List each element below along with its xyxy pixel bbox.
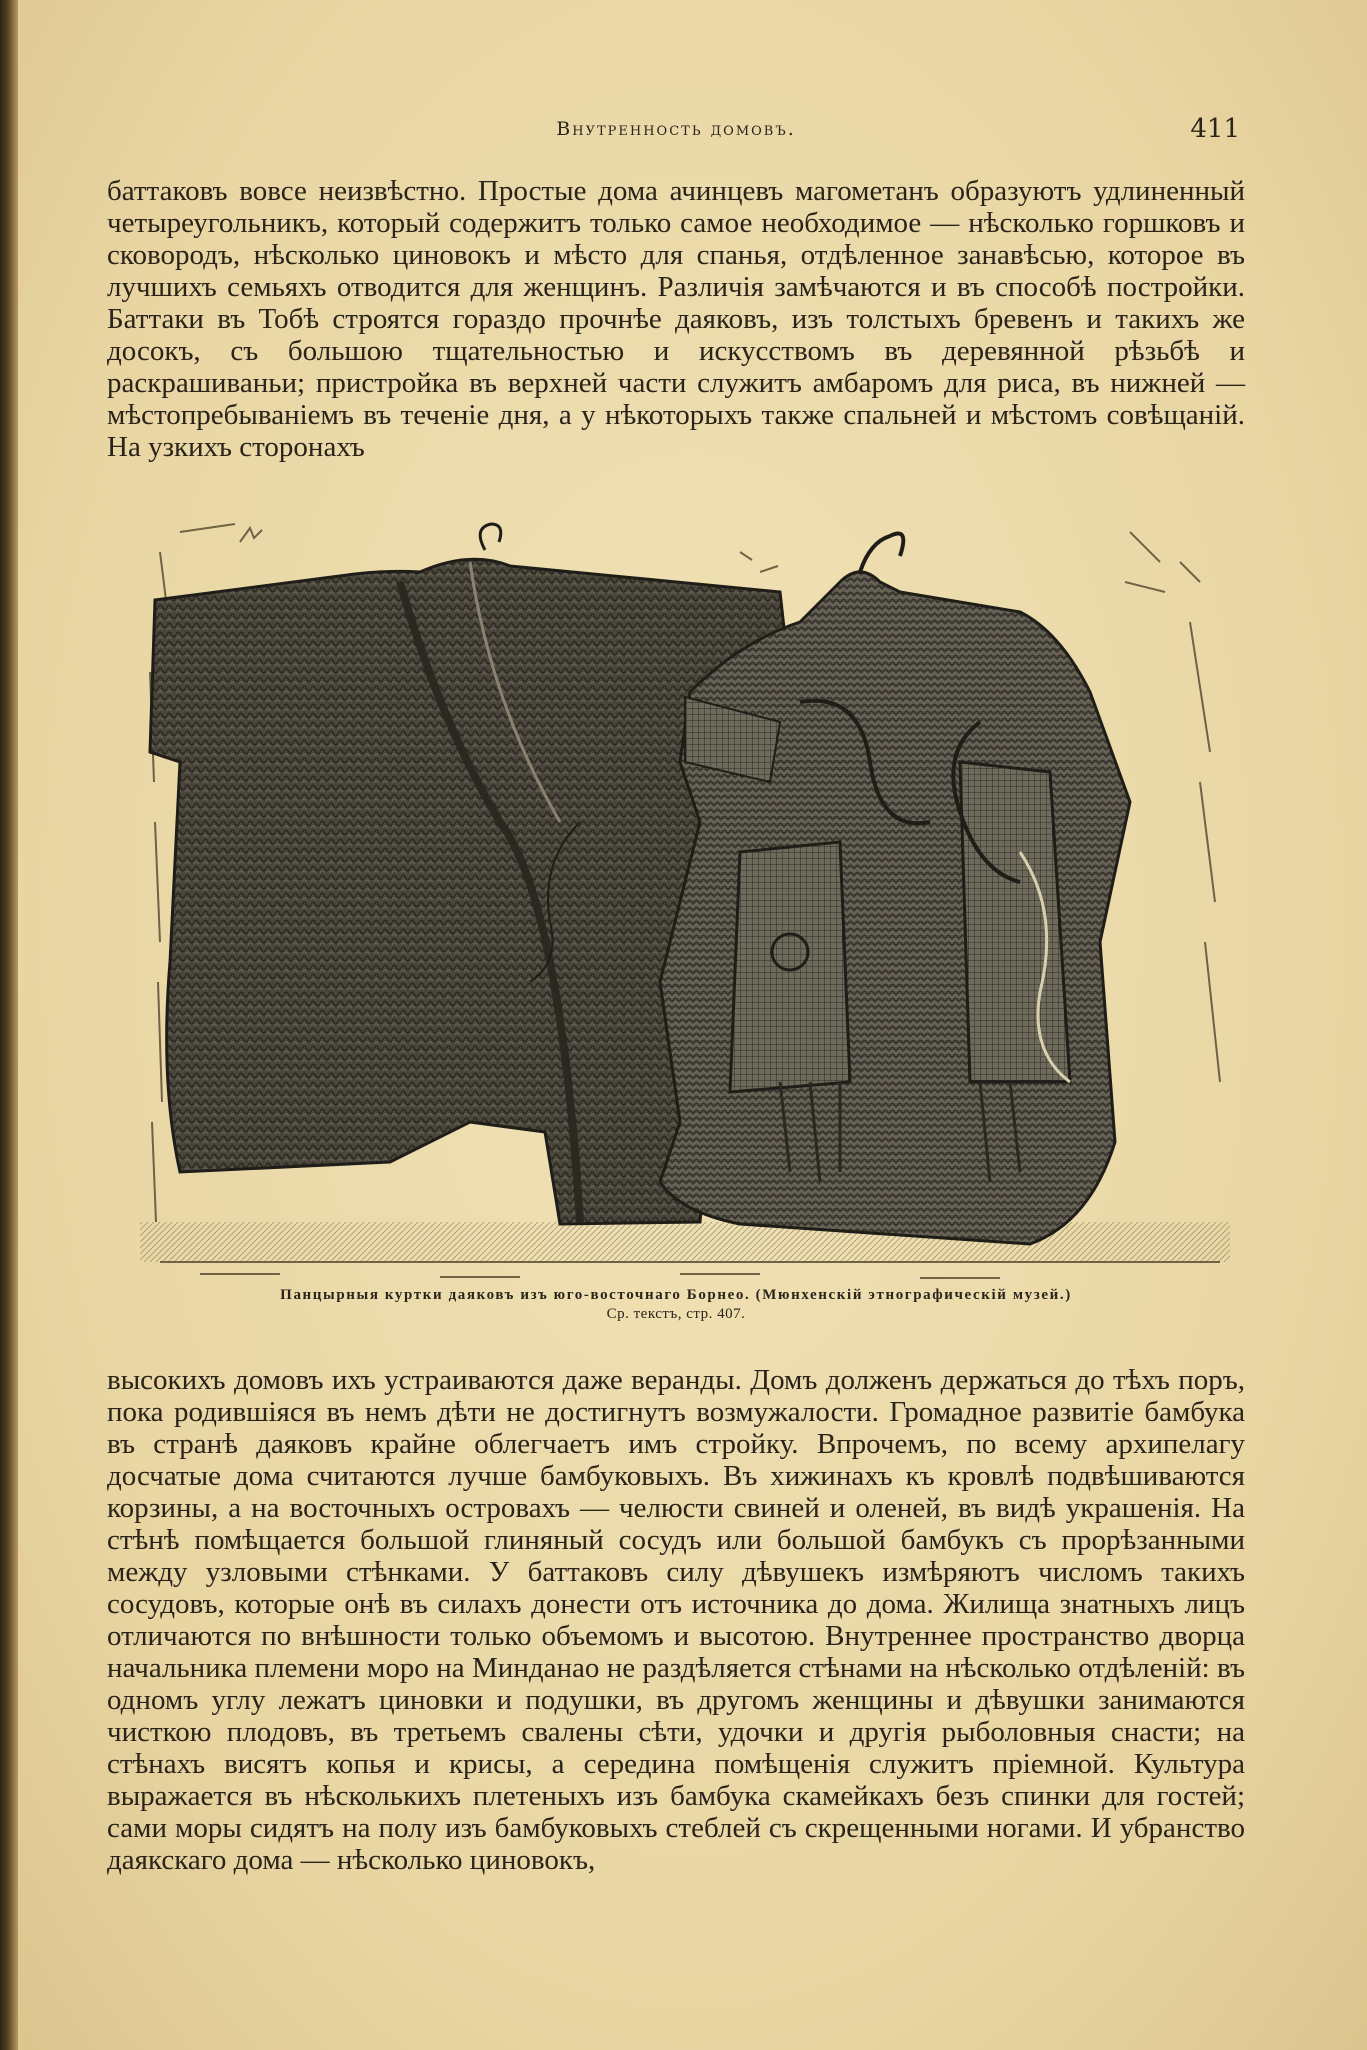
paragraph-top: баттаковъ вовсе неизвѣстно. Простые дома ачинцевъ магометанъ образуютъ удлиненный четыреугольникъ, который содержитъ только самое необходимое — нѣсколько горшковъ и сковородъ, нѣсколько циновокъ и мѣсто для спанья, отдѣленное занавѣсью, которое въ лучшихъ семьяхъ отводится для женщинъ. Различія замѣчаются и въ способѣ постройки. Баттаки въ Тобѣ строятся гораздо прочнѣе даяковъ, изъ толстыхъ бревенъ и такихъ же досокъ, съ большою тщательностью и искусствомъ въ деревянной рѣзьбѣ и раскрашиваньи; пристройка въ верхней части служитъ амбаромъ для риса, въ нижней — мѣстопребываніемъ въ теченіе дня, а у нѣкоторыхъ также спальней и мѣстомъ совѣщаній. На узкихъ сторонахъ	[107, 175, 1245, 463]
body-text-top	[107, 175, 1245, 463]
armor-jackets-engraving	[140, 522, 1230, 1287]
paragraph-bottom: высокихъ домовъ ихъ устраиваются даже веранды. Домъ долженъ держаться до тѣхъ поръ, пока родившіяся въ немъ дѣти не достигнутъ возмужалости. Громадное развитіе бамбука въ странѣ даяковъ крайне облегчаетъ имъ стройку. Впрочемъ, по всему архипелагу досчатые дома считаются лучше бамбуковыхъ. Въ хижинахъ къ кровлѣ подвѣшиваются корзины, а на восточныхъ островахъ — челюсти свиней и оленей, въ видѣ украшенія. На стѣнѣ помѣщается большой глиняный сосудъ или большой бамбукъ съ прорѣзанными между узловыми стѣнками. У баттаковъ силу дѣвушекъ измѣряютъ числомъ такихъ сосудовъ, которые онѣ въ силахъ донести отъ источника до дома. Жилища знатныхъ лицъ отличаются по внѣшности только объемомъ и высотою. Внутреннее пространство дворца начальника племени моро на Минданао не раздѣляется стѣнами на нѣсколько отдѣленій: въ одномъ углу лежатъ циновки и подушки, въ другомъ женщины и дѣвушки занимаются чисткою плодовъ, въ третьемъ свалены сѣти, удочки и другія рыболовныя снасти; на стѣнахъ висятъ копья и крисы, а середина помѣщенія служитъ пріемной. Культура выражается въ нѣсколькихъ плетеныхъ изъ бамбука скамейкахъ безъ спинки для гостей; сами моры сидятъ на полу изъ бамбуковыхъ стеблей съ скрещенными ногами. И убранство даякскаго дома — нѣсколько циновокъ,	[107, 1364, 1245, 1876]
caption-reference: Ср. текстъ, стр. 407.	[606, 1306, 746, 1322]
page-number: 411	[1190, 114, 1240, 144]
body-text-bottom	[107, 1364, 1245, 1876]
caption-text: Панцырныя куртки даяковъ изъ юго-восточнаго Борнео. (Мюнхенскій этнографическій музей.)	[280, 1287, 1072, 1303]
book-gutter	[0, 0, 18, 2050]
running-title: Внутренность домовъ.	[556, 118, 796, 140]
figure-caption	[107, 1287, 1245, 1323]
figure-illustration	[140, 522, 1230, 1287]
running-head	[112, 112, 1240, 152]
